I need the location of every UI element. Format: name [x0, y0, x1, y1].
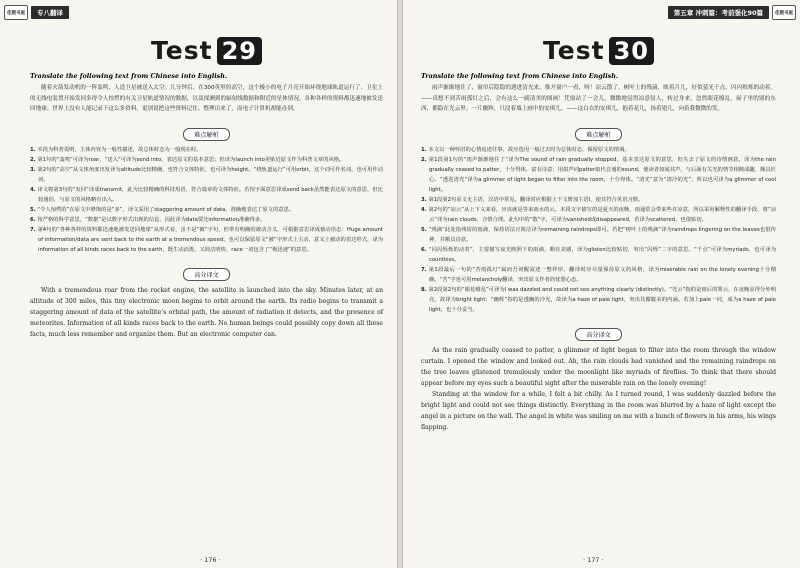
notes-heading: 难点解析 — [421, 122, 776, 141]
note-item: 3. 第1段第2句原文无主语，汉语中常见。翻译时应根据上下文增加主语I，使其符合英语习惯。 — [421, 196, 644, 203]
test-word: Test — [543, 36, 605, 65]
translation-paragraph-1: As the rain gradually ceased to patter, a glimmer of light began to filter into the room through the window curtain. I opened the window and looked out. Ah, the rain clouds had vanished and the remaining raindrops on the tree leaves glistened tremulously under the moonlight like myriads of fireflies. To think that there should appear before my eyes such a beautiful sight after the miserable rain on the lonely evening! — [421, 346, 776, 387]
note-item: 3. 第2句的“高空”从文体角度出发译为altitude比较精确，也符合文体特征，也可译为height。“绕轨道运行”可用orbit，这个词可作名词，也可用作动词。 — [30, 166, 383, 183]
publisher-logo: 佳题书屋 — [772, 5, 796, 20]
notes-list — [421, 145, 776, 315]
right-page-header — [665, 6, 796, 19]
source-text: 雨声渐渐地住了，窗帘后隐隐的透进清光来。推开窗户一看，呀！凉云散了，树叶上的残滴，映着月儿，好似萤光千点，闪闪烁烁的动着。——真想不到苦雨孤灯之后，会有这么一副清美的图画！凭窗站了一会儿，微微地觉得凉意侵人，转过身来，忽然眼花缭乱，屋子里的别的东西，都隐在光云里；一片幽辉，只浸着墙上画中的安琪儿。——这白衣的安琪儿，抱着花儿，扬着翅儿，向着我微微的笑。 — [421, 85, 776, 113]
chapter-tag: 专八翻译 — [31, 6, 69, 19]
note-item: 7. 第4句的“各种各样的资料都迅速地被发送回地球”从形式看，虽不是“被”字句，但带有明确的被动含义，可根据意思译成被动语态：Huge amount of information/data are sent back to the earth at a tremendous speed。也可以保留原文“被”字形式上主动、意义上被动的表达形式，译为information of all kinds races back to the earth，既生动活泼，又简洁明快，race一词包含了“极迅速”的意思。 — [30, 226, 383, 253]
translation-text: With a tremendous roar from the rocket engine, the satellite is launched into the sky. Minutes later, at an altitude of 300 miles, this tiny electronic moon begins to orbit around the earth. Its radio begins to transmit a staggering amount of data of the satellite’s orbital path, the amount of radiation it detects, and the presence of meteorites. Information of all kinds races back to the earth. No human beings could possibly copy down all these facts, much less remember and organize them. But an electronic computer can. — [30, 286, 383, 338]
translation-heading: 高分译文 — [30, 262, 383, 281]
note-item: 6. “闪闪烁烁的动着”，主要描写夜光映照下的雨滴，颇有美感，译为glisten比较贴切，突出“闪烁”二字的意思。“千点”可译为myriads，也可译为countless。 — [421, 246, 776, 263]
translation-heading: 高分译文 — [421, 322, 776, 341]
test-number: 30 — [609, 37, 654, 65]
chapter-tag: 第五章 冲刺篇：考前强化90篇 — [668, 6, 769, 19]
instruction: Translate the following text from Chinese into English. — [421, 72, 619, 80]
note-item: 2. 第1段第1句的“雨声渐渐地住了”译为The sound of rain gradually stopped，基本表达原文的意思，但失去了原文的诗情画意。译为the rain gradually ceased to patter，十分得体，富有诗意；用拟声词patter取代音通的sound，使读者如闻其声，与后面有关光的情节相映成趣，颇具匠心。“透进清光”译为a glimmer of light began to filter into the room，十分得体。“清光”意为“清冷的光”，所以也可译为a glimmer of cool light。 — [421, 156, 776, 193]
note-item: 1. 本段为科普说明，主体内容为一般性描述，故总体时态为一般现在时。 — [30, 146, 202, 153]
note-item: 5. “令人惊愕的”在原文中修饰的是“多”，译文采用了staggering amount of data，准确地表达了原文的意思。 — [30, 206, 295, 213]
note-item: 4. 第2句的“凉云”从上下文来看，应该就是等来雨水的云。本段文字描写的是夏天的夜晚，雨通常会带来些许凉意，所以采用解释性的翻译手段，将“凉云”译为rain clouds，合情合理。此句中的“散”字，可译为vanished或disappeared，若译为scattered，也很贴切。 — [421, 206, 776, 223]
left-page-header — [4, 6, 72, 19]
notes-list — [30, 145, 383, 255]
page-number: · 176 · — [200, 556, 221, 564]
note-item: 8. 第2段第2句的“眼花缭乱”可译为I was dazzled and could not see anything clearly (distinctly)。“光云”指的是雨后的雾云，在夜晚显得分外明亮，故译为bright light；“幽辉”指的是透幽的冷光，故译为a haze of pale light，突出其朦胧美的内涵。若加上pale一词，成为a haze of pale light，也十分妥当。 — [421, 286, 776, 313]
test-word: Test — [151, 36, 213, 65]
note-item: 1. 本文以一种怀旧的心情追述往事，故应选用一般过去时为总体时态，保留原文的情调。 — [421, 146, 630, 153]
page-number: · 177 · — [583, 556, 604, 564]
note-item: 6. 按严格的科学意思，“数据”是以数字形式出现的信息，因此译为data要比information准确得多。 — [30, 216, 266, 223]
note-item: 2. 第1句的“轰鸣”可译为roar，“送入”可译为send into，表达原文的基本意思；但译为launch into更贴近原文作为科普文章的风格。 — [30, 156, 345, 163]
note-item: 4. 译文将第3句的“发回”译成transmit，此为比较精确的科技用语，符合篇章的文体特征。若按字面意思译成send back虽然能表达原文的意思，但比较通俗，与原文的风格略有出入。 — [30, 186, 384, 203]
publisher-logo: 佳题书屋 — [4, 5, 28, 20]
notes-heading: 难点解析 — [30, 122, 383, 141]
test-title — [30, 36, 383, 68]
test-number: 29 — [217, 37, 262, 65]
test-title — [421, 36, 776, 68]
note-item: 5. “残滴”此处指残留的雨滴，保持语法且简洁译为remaining raindrops即可。若把“树叶上的残滴”译为raindrops lingering on the leaves也很传神，并颇具诗意。 — [421, 226, 776, 243]
instruction: Translate the following text from Chinese into English. — [30, 72, 228, 80]
right-page — [403, 0, 800, 568]
source-text: 随着火箭发动机的一阵轰鸣，人造卫星被送入太空。几分钟后，在300英里的高空，这个极小的电子月亮开始环绕地球轨道运行了。卫星上的无线电装置开始发回多得令人惊愕的有关卫星轨道情况的数据，以及探测到的辐射线数据和附近的星体情况。各种各样的资料都迅速地被发送回地球。世界上没有人能记录下这么多资料，更别说把这些资料记住、整理出来了，而电子计算机却能办到。 — [30, 85, 383, 113]
translation-paragraph-2: Standing at the window for a while, I felt a bit chilly. As I turned round, I was suddenly dazzled before the bright light and could not see things distinctly. Everything in the room was blurred by a haze of light except the angel in a picture on the wall. The angel in white was smiling on me with a bunch of flowers in his arms, his wings flapping. — [421, 390, 776, 431]
note-item: 7. 第1段最后一句的“苦雨孤灯”属而吾词醒叙述一整样形，翻译时应尽量保持原文的风格，译为miserable rain on the lonely evening十分精确。“苦”字也可用melancholy翻译，突出原文作者的忧愁心态。 — [421, 266, 777, 283]
left-page — [0, 0, 397, 568]
